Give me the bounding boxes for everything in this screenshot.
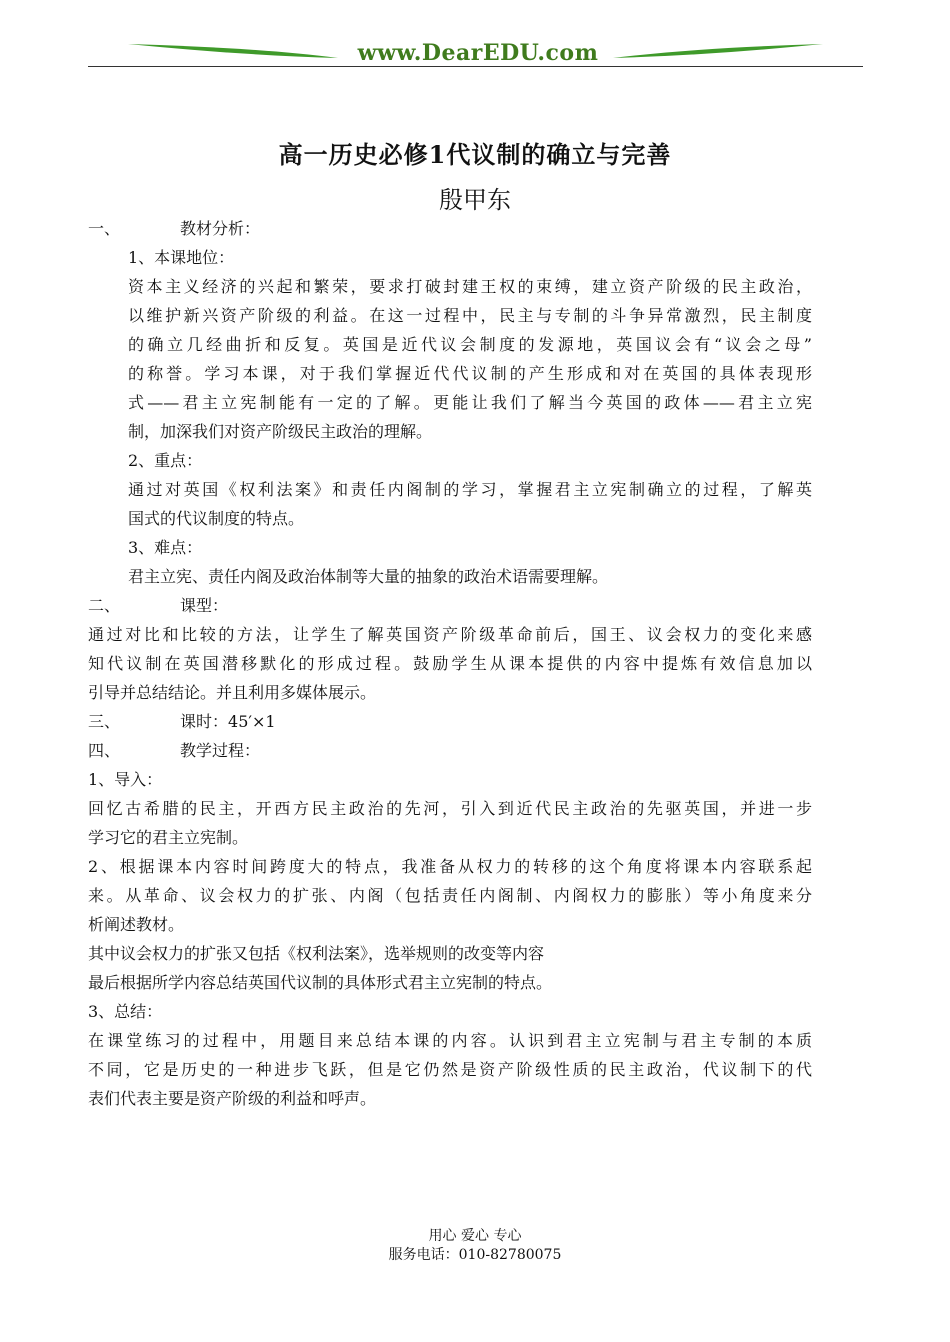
paragraph-line: 国式的代议制度的特点。 bbox=[128, 509, 305, 528]
document-title: 高一历史必修1代议制的确立与完善 bbox=[278, 140, 672, 169]
section-heading: 三、 课时：45′×1 bbox=[88, 712, 276, 731]
subsection-heading: 2、重点： bbox=[128, 451, 203, 470]
paragraph-line: 2、根据课本内容时间跨度大的特点，我准备从权力的转移的这个角度将课本内容联系起 bbox=[88, 857, 812, 876]
paragraph-line: 不同，它是历史的一种进步飞跃，但是它仍然是资产阶级性质的民主政治，代议制下的代 bbox=[88, 1060, 812, 1079]
paragraph-line: 析阐述教材。 bbox=[88, 915, 185, 934]
page-header bbox=[88, 36, 863, 70]
document-author: 殷甲东 bbox=[439, 186, 511, 214]
paragraph-line: 以维护新兴资产阶级的利益。在这一过程中，民主与专制的斗争异常激烈，民主制度 bbox=[128, 306, 812, 325]
paragraph-line: 的确立几经曲折和反复。英国是近代议会制度的发源地，英国议会有“议会之母” bbox=[128, 335, 812, 354]
paragraph-line: 资本主义经济的兴起和繁荣，要求打破封建王权的束缚，建立资产阶级的民主政治， bbox=[128, 277, 812, 296]
site-logo[interactable]: www.DearEDU.com bbox=[357, 40, 599, 66]
document-body bbox=[88, 214, 812, 1113]
paragraph-line: 通过对英国《权利法案》和责任内阁制的学习，掌握君主立宪制确立的过程，了解英 bbox=[128, 480, 812, 499]
paragraph-line: 其中议会权力的扩张又包括《权利法案》，选举规则的改变等内容 bbox=[88, 944, 545, 963]
subsection-heading: 1、本课地位： bbox=[128, 248, 235, 267]
paragraph-line: 学习它的君主立宪制。 bbox=[88, 828, 249, 847]
paragraph-line: 在课堂练习的过程中，用题目来总结本课的内容。认识到君主立宪制与君主专制的本质 bbox=[88, 1031, 812, 1050]
left-swoosh bbox=[128, 44, 338, 58]
paragraph-line: 的称誉。学习本课，对于我们掌握近代代议制的产生形成和对在英国的具体表现形 bbox=[128, 364, 812, 383]
section-heading: 一、 教材分析： bbox=[88, 219, 261, 238]
paragraph-line: 知代议制在英国潜移默化的形成过程。鼓励学生从课本提供的内容中提炼有效信息加以 bbox=[88, 654, 812, 673]
right-swoosh bbox=[613, 44, 823, 58]
page-footer bbox=[0, 1227, 950, 1265]
paragraph-line: 引导并总结结论。并且利用多媒体展示。 bbox=[88, 683, 377, 702]
paragraph-line: 制，加深我们对资产阶级民主政治的理解。 bbox=[128, 422, 433, 441]
paragraph-line: 君主立宪、责任内阁及政治体制等大量的抽象的政治术语需要理解。 bbox=[128, 567, 609, 586]
section-heading: 四、 教学过程： bbox=[88, 741, 261, 760]
footer-phone: 服务电话：010-82780075 bbox=[388, 1247, 562, 1263]
subsection-heading: 1、导入： bbox=[88, 770, 163, 789]
header-divider bbox=[88, 66, 863, 67]
subsection-heading: 3、难点： bbox=[128, 538, 203, 557]
paragraph-line: 式——君主立宪制能有一定的了解。更能让我们了解当今英国的政体——君主立宪 bbox=[128, 393, 812, 412]
section-heading: 二、 课型： bbox=[88, 596, 229, 615]
paragraph-line: 表们代表主要是资产阶级的利益和呼声。 bbox=[88, 1089, 377, 1108]
paragraph-line: 回忆古希腊的民主，开西方民主政治的先河，引入到近代民主政治的先驱英国，并进一步 bbox=[88, 799, 812, 818]
paragraph-line: 通过对比和比较的方法，让学生了解英国资产阶级革命前后，国王、议会权力的变化来感 bbox=[88, 625, 812, 644]
paragraph-line: 最后根据所学内容总结英国代议制的具体形式君主立宪制的特点。 bbox=[88, 973, 553, 992]
subsection-heading: 3、总结： bbox=[88, 1002, 163, 1021]
footer-slogan: 用心 爱心 专心 bbox=[428, 1228, 522, 1244]
paragraph-line: 来。从革命、议会权力的扩张、内阁（包括责任内阁制、内阁权力的膨胀）等小角度来分 bbox=[88, 886, 812, 905]
